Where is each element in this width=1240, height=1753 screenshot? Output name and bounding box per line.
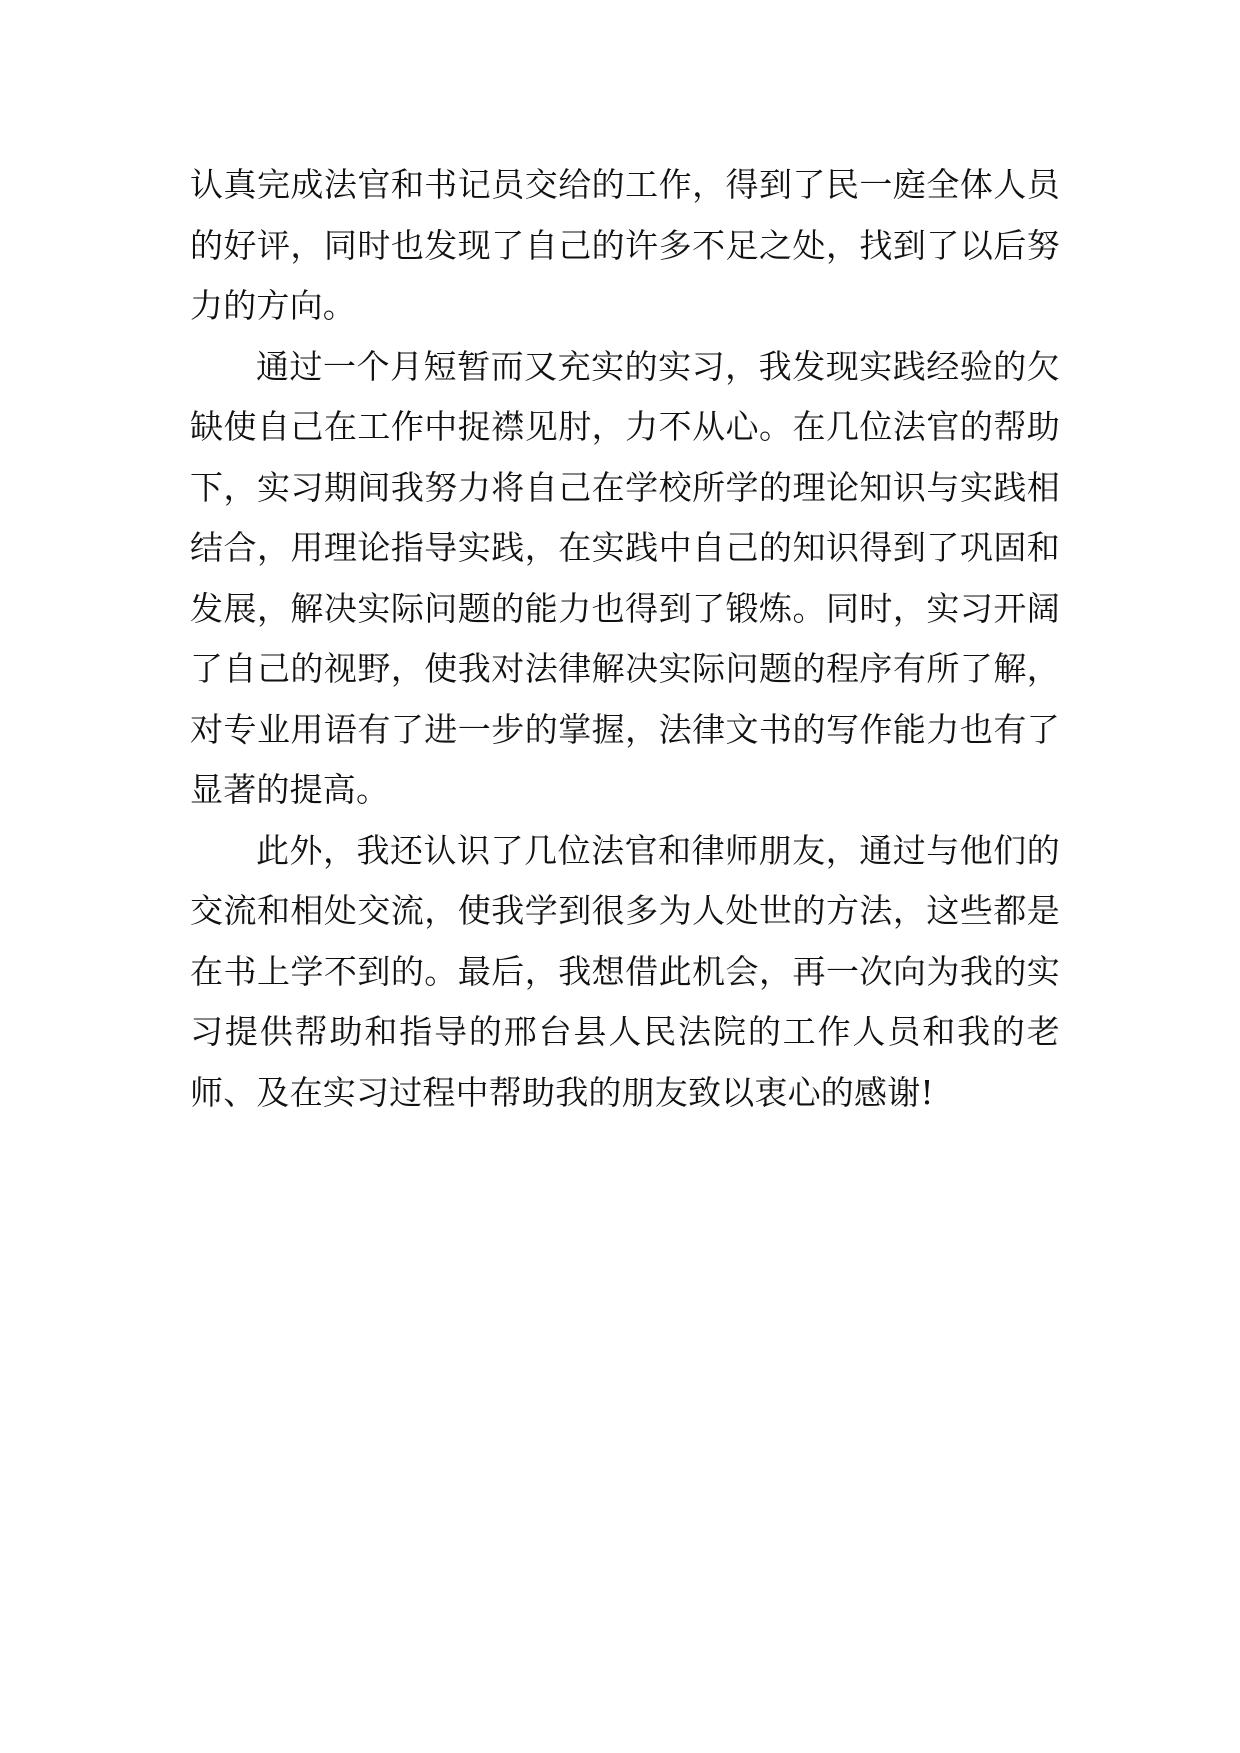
paragraph-1 [190,155,1060,337]
text-line: 此外，我还认识了几位法官和律师朋友，通过与他们的 [256,830,1060,870]
text-line: 在书上学不到的。最后，我想借此机会，再一次向为我的实 [190,951,1060,991]
text-line: 结合，用理论指导实践，在实践中自己的知识得到了巩固和 [190,528,1060,567]
text-line: 了自己的视野，使我对法律解决实际问题的程序有所了解， [190,649,1060,688]
paragraph-2 [190,337,1060,821]
text-line: 的好评，同时也发现了自己的许多不足之处，找到了以后努 [190,225,1060,265]
document-body [190,155,1060,1123]
paragraph-3 [190,821,1060,1124]
text-line: 交流和相处交流，使我学到很多为人处世的方法，这些都是 [190,891,1060,930]
text-line: 力的方向。 [190,286,356,325]
text-line: 习提供帮助和指导的邢台县人民法院的工作人员和我的老 [190,1012,1060,1051]
text-line: 对专业用语有了进一步的掌握，法律文书的写作能力也有了 [190,709,1060,749]
text-line: 师、及在实习过程中帮助我的朋友致以衷心的感谢! [190,1072,934,1112]
text-line: 下，实习期间我努力将自己在学校所学的理论知识与实践相 [190,467,1060,507]
text-line: 通过一个月短暂而又充实的实习，我发现实践经验的欠 [256,346,1060,386]
text-line: 认真完成法官和书记员交给的工作，得到了民一庭全体人员 [190,165,1060,204]
text-line: 发展，解决实际问题的能力也得到了锻炼。同时，实习开阔 [190,588,1060,628]
text-line: 显著的提高。 [190,770,390,809]
text-line: 缺使自己在工作中捉襟见肘，力不从心。在几位法官的帮助 [190,407,1060,446]
